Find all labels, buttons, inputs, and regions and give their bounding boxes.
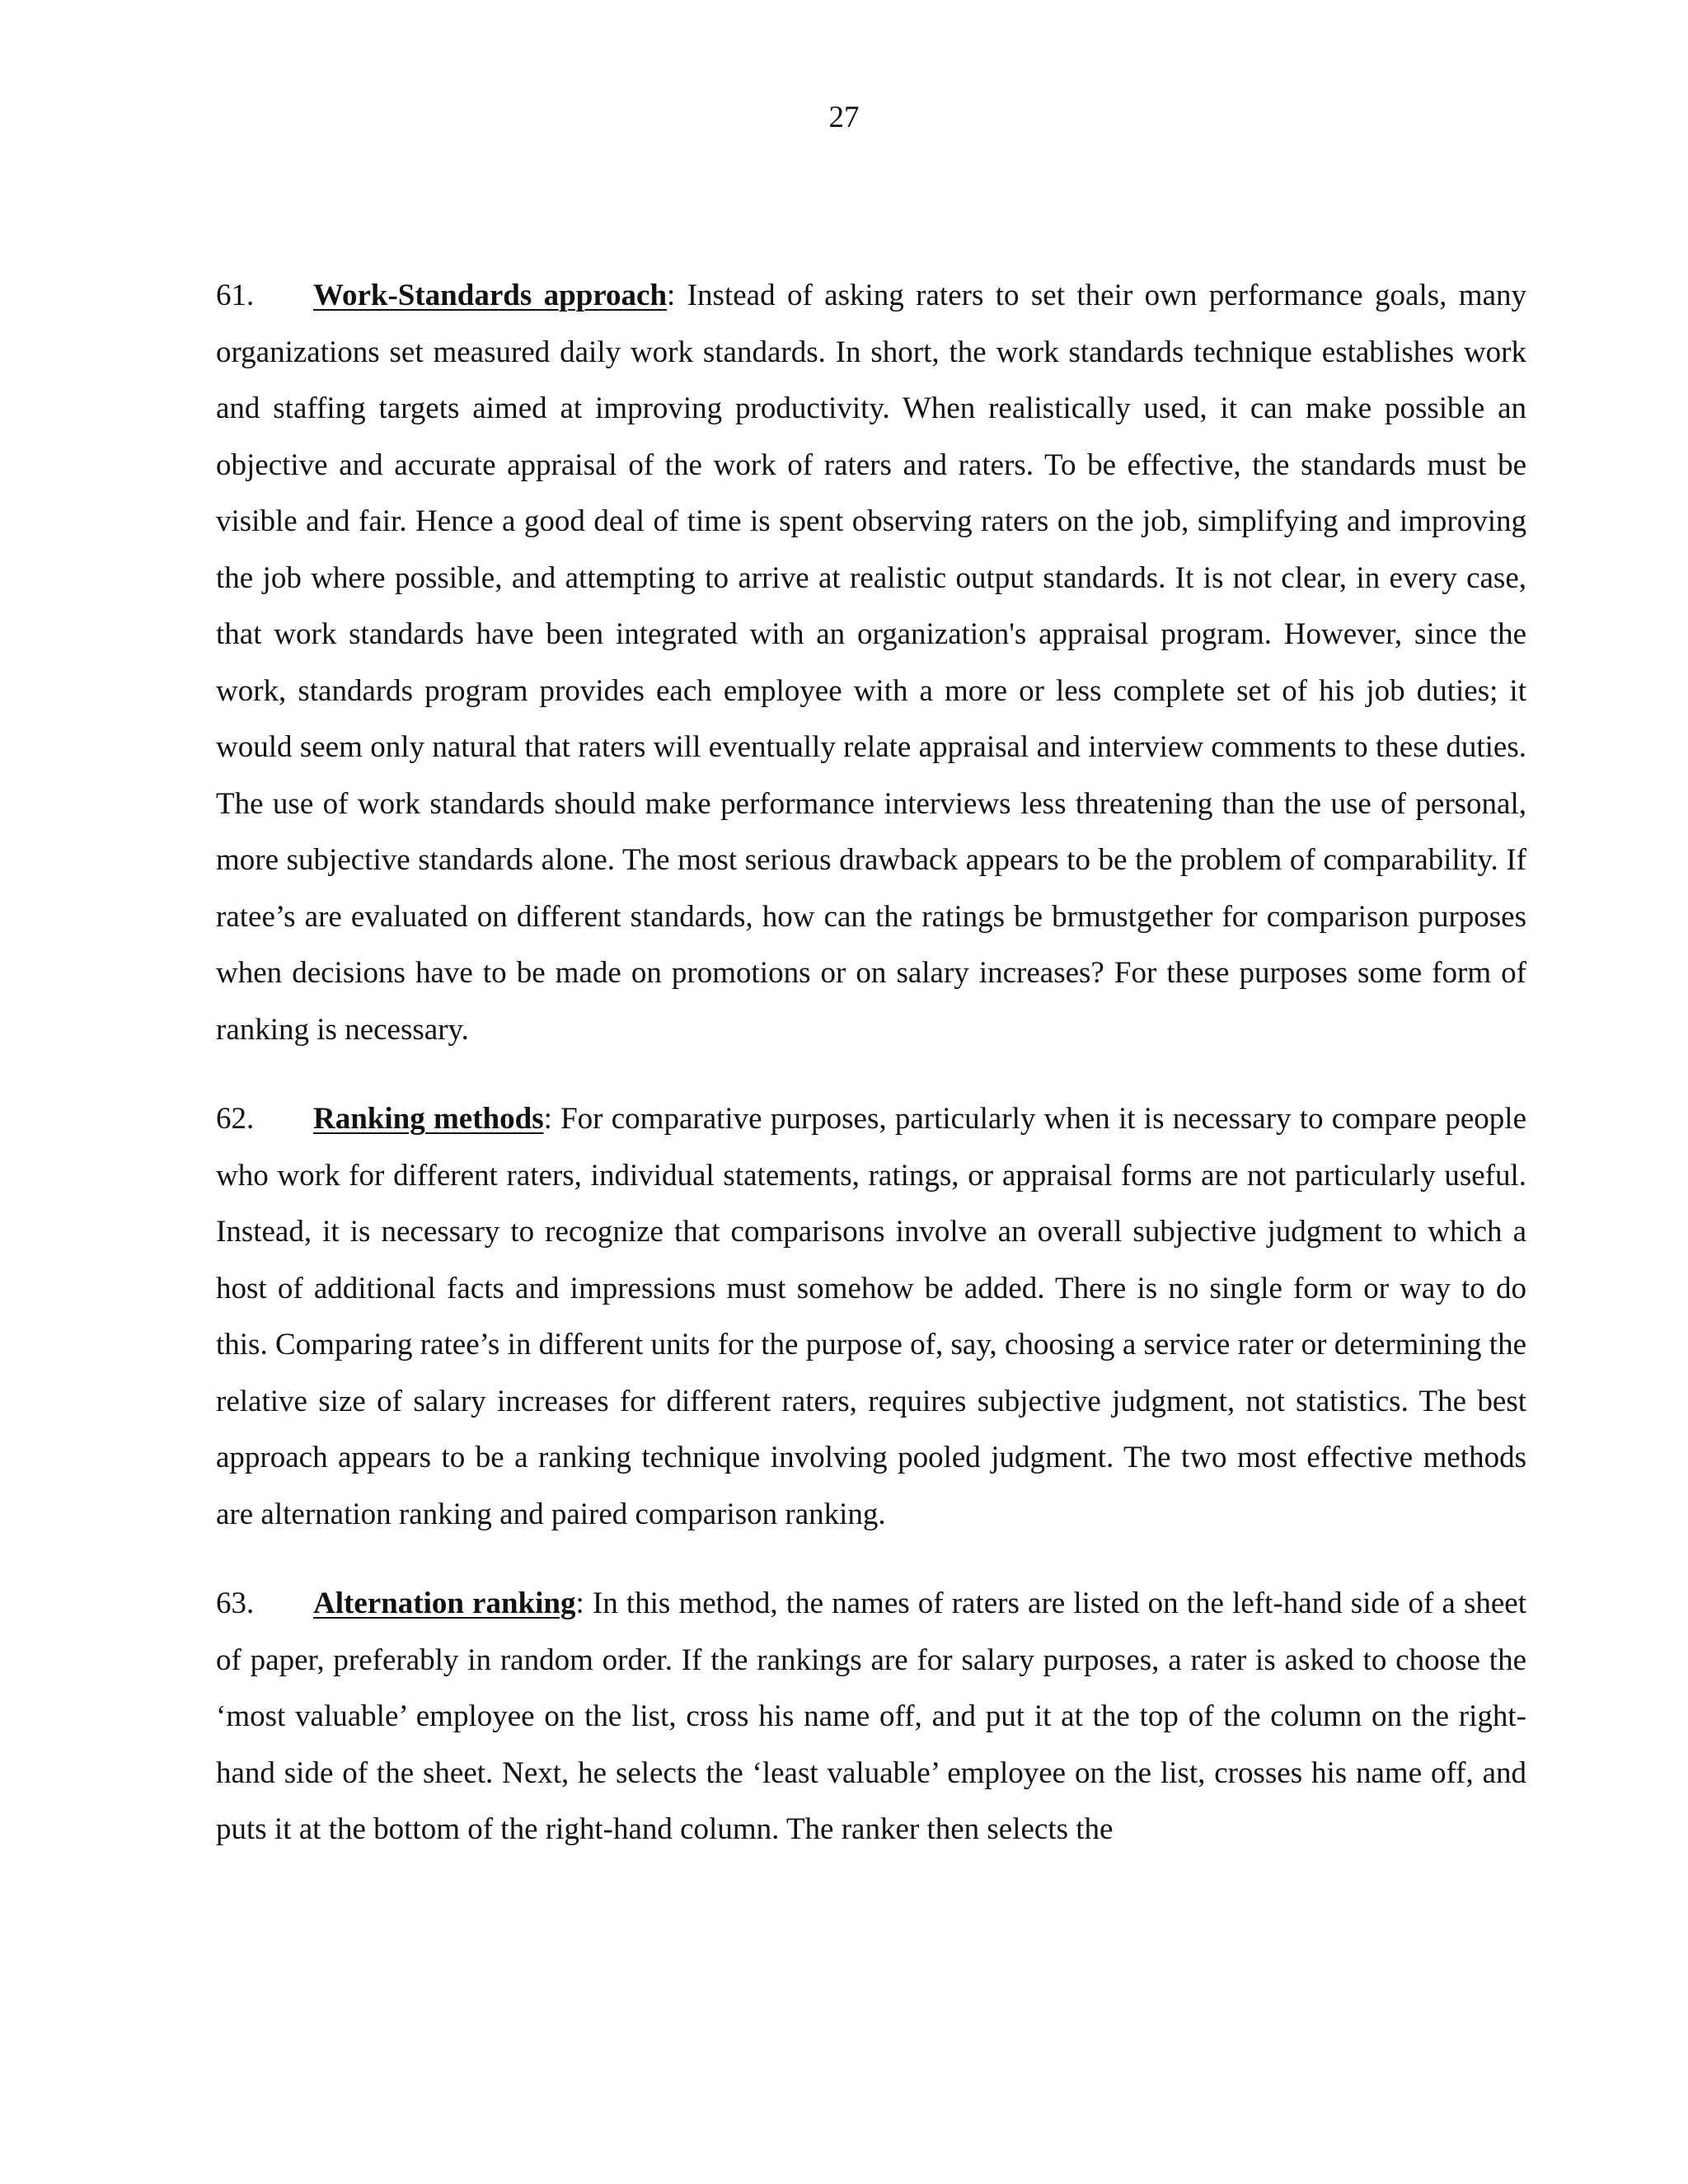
paragraph-text: : For comparative purposes, particularly when it is necessary to compare people who work for different raters, individual statements, ratings, or appraisal forms are not particularly useful. Instead, it is necessary to recognize that comparisons involve an overall subjective judgment to which a host of additional facts and impressions must somehow be added. There is no single form or way to do this. Comparing ratee’s in different units for the purpose of, say, choosing a service rater or determining the relative size of salary increases for different raters, requires subjective judgment, not statistics. The best approach appears to be a ranking technique involving pooled judgment. The two most effective methods are alternation ranking and paired comparison ranking. (216, 1102, 1526, 1531)
paragraph-62 (216, 1091, 1526, 1543)
section-heading-alternation-ranking: Alternation ranking (313, 1586, 576, 1620)
section-heading-ranking-methods: Ranking methods (313, 1102, 544, 1136)
page-number: 27 (828, 101, 860, 134)
paragraph-text: : In this method, the names of raters are listed on the left-hand side of a sheet of paper, preferably in random order. If the rankings are for salary purposes, a rater is asked to choose the ‘most valuable’ employee on the list, cross his name off, and put it at the top of the column on the right-hand side of the sheet. Next, he selects the ‘least valuable’ employee on the list, crosses his name off, and puts it at the bottom of the right-hand column. The ranker then selects the (216, 1586, 1527, 1846)
paragraph-number: 62. (216, 1102, 255, 1136)
document-body (216, 268, 1526, 1891)
section-heading-work-standards: Work-Standards approach (313, 279, 668, 312)
paragraph-63 (216, 1576, 1526, 1858)
paragraph-number: 61. (216, 279, 255, 312)
paragraph-number: 63. (216, 1586, 255, 1620)
paragraph-61 (216, 268, 1526, 1058)
paragraph-text: : Instead of asking raters to set their own performance goals, many organizations set measured daily work standards. In short, the work standards technique establishes work and staffing targets aimed at improving productivity. When realistically used, it can make possible an objective and accurate appraisal of the work of raters and raters. To be effective, the standards must be visible and fair. Hence a good deal of time is spent observing raters on the job, simplifying and improving the job where possible, and attempting to arrive at realistic output standards. It is not clear, in every case, that work standards have been integrated with an organization's appraisal program. However, since the work, standards program provides each employee with a more or less complete set of his job duties; it would seem only natural that raters will eventually relate appraisal and interview comments to these duties. The use of work standards should make performance interviews less threatening than the use of personal, more subjective standards alone. The most serious drawback appears to be the problem of comparability. If ratee’s are evaluated on different standards, how can the ratings be brmustgether for comparison purposes when decisions have to be made on promotions or on salary increases? For these purposes some form of ranking is necessary. (216, 279, 1526, 1047)
